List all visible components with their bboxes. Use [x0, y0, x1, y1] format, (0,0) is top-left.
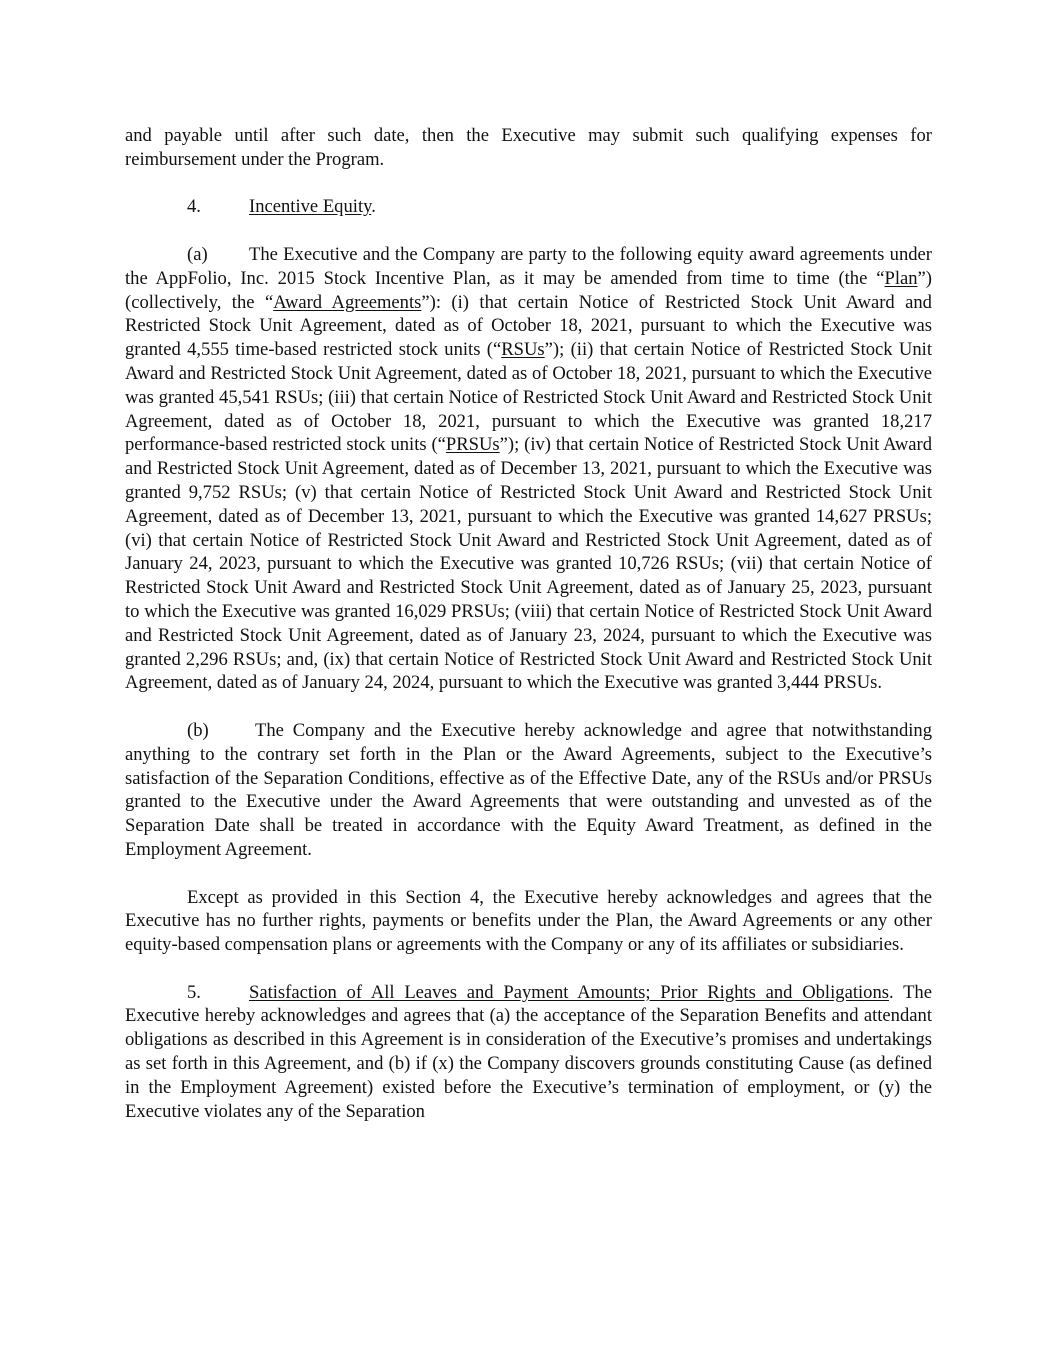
paragraph-a-text-2: ”) (collectively, the “	[125, 267, 932, 313]
paragraph-a-text-1: The Executive and the Company are party to the following equity award agreements under the AppFolio, Inc. 2015 Stock Incentive Plan, as it may be amended from time to time (the “	[125, 243, 932, 289]
section-4-title: Incentive Equity	[249, 196, 372, 218]
section-4-number: 4.	[187, 196, 201, 218]
defined-term-prsus: PRSUs	[445, 434, 500, 456]
paragraph-b-label: (b)	[187, 719, 209, 741]
paragraph-a-label: (a)	[187, 243, 208, 265]
section-5-paragraph	[125, 981, 932, 1124]
paragraph-b	[125, 719, 932, 862]
paragraph-a	[125, 243, 932, 695]
paragraph-a-text-5: ”); (iv) that certain Notice of Restricted Stock Unit Award and Restricted Stock Unit Agreement, dated as of December 13, 2021, pursuant to which the Executive was granted 9,752 RSUs; (v) that certain Notice of Restricted Stock Unit Award and Restricted Stock Unit Agreement, dated as of December 13, 2021, pursuant to which the Executive was granted 14,627 PRSUs; (vi) that certain Notice of Restricted Stock Unit Award and Restricted Stock Unit Agreement, dated as of January 24, 2023, pursuant to which the Executive was granted 10,726 RSUs; (vii) that certain Notice of Restricted Stock Unit Award and Restricted Stock Unit Agreement, dated as of January 25, 2023, pursuant to which the Executive was granted 16,029 PRSUs; (viii) that certain Notice of Restricted Stock Unit Award and Restricted Stock Unit Agreement, dated as of January 23, 2024, pursuant to which the Executive was granted 2,296 RSUs; and, (ix) that certain Notice of Restricted Stock Unit Award and Restricted Stock Unit Agreement, dated as of January 24, 2024, pursuant to which the Executive was granted 3,444 PRSUs.	[125, 434, 932, 694]
defined-term-rsus: RSUs	[501, 339, 545, 361]
defined-term-award-agreements: Award Agreements	[273, 291, 422, 313]
paragraph-a-text-3: ”): (i) that certain Notice of Restricted Stock Unit Award and Restricted Stock Unit Agreement, dated as of October 18, 2021, pursuant to which the Executive was granted 4,555 time-based restricted stock units (“	[125, 291, 932, 361]
paragraph-b-text: The Company and the Executive hereby acknowledge and agree that notwithstanding anything to the contrary set forth in the Plan or the Award Agreements, subject to the Executive’s satisfaction of the Separation Conditions, effective as of the Effective Date, any of the RSUs and/or PRSUs granted to the Executive under the Award Agreements that were outstanding and unvested as of the Separation Date shall be treated in accordance with the Equity Award Treatment, as defined in the Employment Agreement.	[125, 719, 932, 860]
section-4-title-period: .	[371, 196, 376, 218]
paragraph-a-text-4: ”); (ii) that certain Notice of Restricted Stock Unit Award and Restricted Stock Unit Agreement, dated as of October 18, 2021, pursuant to which the Executive was granted 45,541 RSUs; (iii) that certain Notice of Restricted Stock Unit Award and Restricted Stock Unit Agreement, dated as of October 18, 2021, pursuant to which the Executive was granted 18,217 performance-based restricted stock units (“	[125, 339, 932, 456]
section-5-text: The Executive hereby acknowledges and agrees that (a) the acceptance of the Separation Benefits and attendant obligations as described in this Agreement is in consideration of the Executive’s promises and undertakings as set forth in this Agreement, and (b) if (x) the Company discovers grounds constituting Cause (as defined in the Employment Agreement) existed before the Executive’s termination of employment, or (y) the Executive violates any of the Separation	[125, 981, 932, 1122]
continued-paragraph: and payable until after such date, then the Executive may submit such qualifying expenses for reimbursement under the Program.	[125, 125, 932, 170]
document-page	[125, 124, 932, 1147]
except-paragraph: Except as provided in this Section 4, the Executive hereby acknowledges and agrees that the Executive has no further rights, payments or benefits under the Plan, the Award Agreements or any other equity-based compensation plans or agreements with the Company or any of its affiliates or subsidiaries.	[125, 886, 932, 956]
section-5-title: Satisfaction of All Leaves and Payment Amounts; Prior Rights and Obligations	[249, 981, 889, 1003]
section-5-number: 5.	[187, 981, 201, 1003]
section-5-title-period: .	[888, 981, 894, 1003]
defined-term-plan: Plan	[884, 267, 918, 289]
section-4-heading	[125, 195, 932, 219]
